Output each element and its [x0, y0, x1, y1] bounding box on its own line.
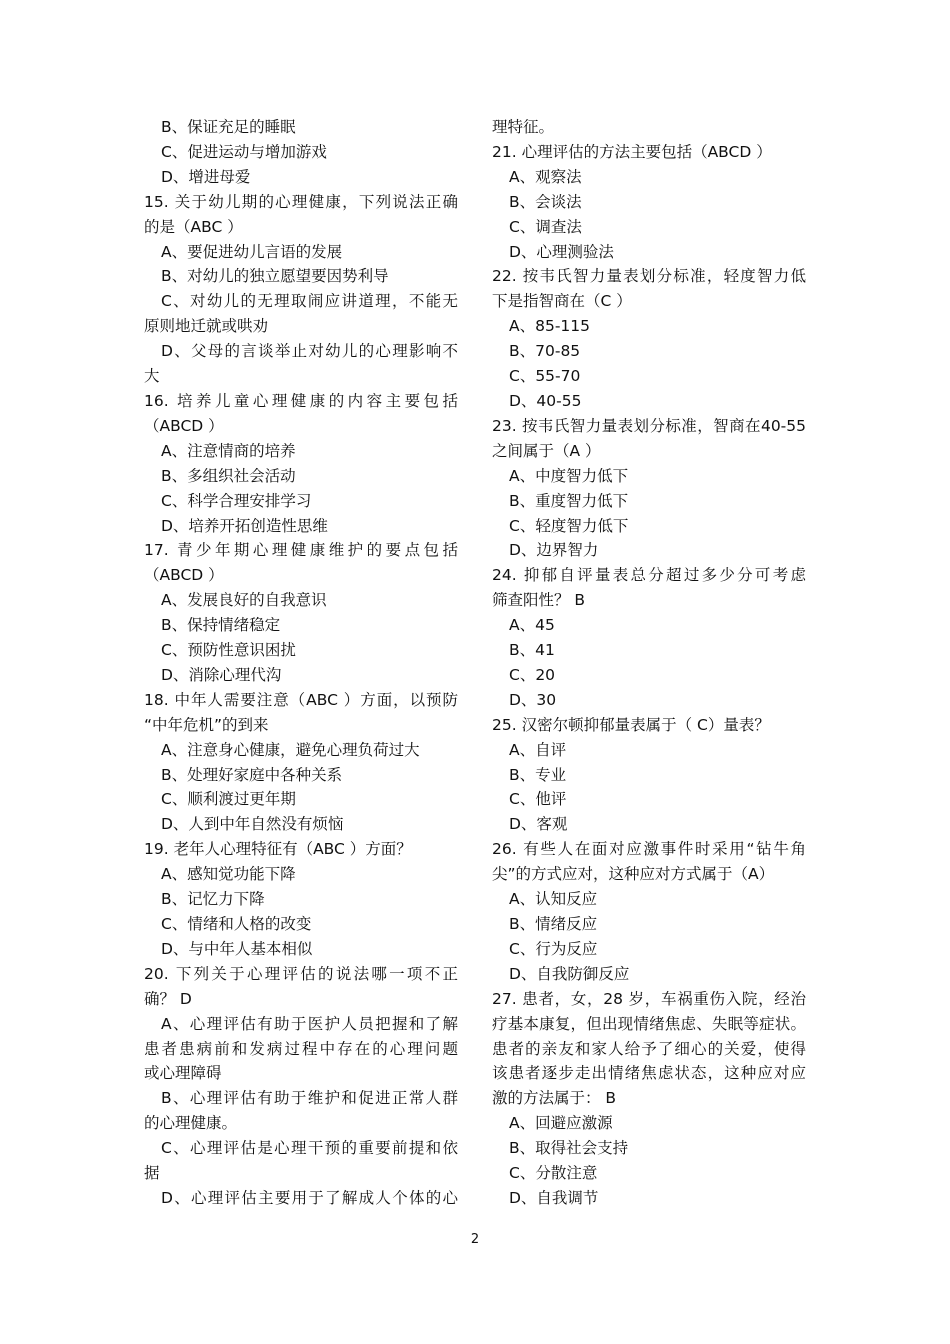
- question-text-line: 26. 有些人在面对应激事件时采用“钻牛角: [492, 840, 806, 859]
- answer-option-line: C、预防性意识困扰: [161, 641, 296, 660]
- question-text-line: 之间属于（A ）: [492, 441, 601, 460]
- answer-option-line: C、情绪和人格的改变: [161, 915, 312, 933]
- question-text-line: 的是（ABC ）: [144, 217, 243, 236]
- question-text-line: 原则地迁就或哄劝: [144, 317, 269, 336]
- question-text-line: 25. 汉密尔顿抑郁量表属于（ C）量表？: [492, 715, 770, 734]
- answer-option-line: A、发展良好的自我意识: [161, 591, 327, 610]
- question-text-line: 16. 培养儿童心理健康的内容主要包括: [144, 391, 458, 410]
- question-text-line: 27. 患者，女，28 岁，车祸重伤入院，经治: [492, 989, 806, 1008]
- answer-option-line: A、45: [509, 616, 555, 635]
- answer-option-line: C、55-70: [509, 367, 581, 386]
- question-text-line: 24. 抑郁自评量表总分超过多少分可考虑: [492, 566, 806, 585]
- question-text-line: 患者的亲友和家人给予了细心的关爱，使得: [492, 1039, 806, 1058]
- answer-option-line: B、保证充足的睡眠: [161, 118, 296, 136]
- answer-option-line: D、30: [509, 690, 557, 709]
- question-text-line: 18. 中年人需要注意（ABC ）方面，以预防: [144, 690, 458, 709]
- answer-option-line: B、记忆力下降: [161, 890, 265, 909]
- question-text-line: 筛查阳性？ B: [492, 591, 586, 610]
- right-column: [492, 115, 806, 1211]
- page-number: 2: [470, 1232, 480, 1247]
- answer-option-line: B、取得社会支持: [509, 1139, 629, 1158]
- question-text-line: 尖”的方式应对，这种应对方式属于（A）: [492, 865, 775, 884]
- answer-option-line: C、20: [509, 665, 556, 684]
- answer-option-line: A、观察法: [509, 167, 582, 186]
- answer-option-line: A、85-115: [509, 317, 591, 336]
- question-text-line: 据: [144, 1164, 160, 1183]
- left-column: [144, 115, 458, 1211]
- question-text-line: “中年危机”的到来: [144, 715, 269, 734]
- answer-option-line: A、自评: [509, 740, 567, 759]
- question-text-line: 15. 关于幼儿期的心理健康，下列说法正确: [144, 192, 458, 211]
- question-text-line: 下是指智商在（C ）: [492, 292, 632, 311]
- answer-option-line: B、专业: [509, 765, 567, 784]
- answer-option-line: B、对幼儿的独立愿望要因势利导: [161, 267, 389, 286]
- answer-option-line: D、心理测验法: [509, 242, 614, 261]
- question-text-line: （ABCD ）: [144, 416, 224, 435]
- answer-option-line: D、自我防御反应: [509, 964, 630, 983]
- question-text-line: 理特征。: [492, 118, 555, 136]
- answer-option-line: A、回避应激源: [509, 1114, 613, 1133]
- answer-option-line: D、父母的言谈举止对幼儿的心理影响不: [161, 342, 458, 361]
- question-text-line: 20. 下列关于心理评估的说法哪一项不正: [144, 964, 458, 983]
- answer-option-line: D、消除心理代沟: [161, 665, 282, 684]
- answer-option-line: A、认知反应: [509, 890, 598, 909]
- answer-option-line: B、重度智力低下: [509, 491, 629, 510]
- answer-option-line: B、保持情绪稳定: [161, 616, 281, 635]
- answer-option-line: C、促进运动与增加游戏: [161, 142, 327, 161]
- question-text-line: 激的方法属于： B: [492, 1089, 617, 1108]
- answer-option-line: C、分散注意: [509, 1164, 598, 1183]
- question-text-line: 22. 按韦氏智力量表划分标准，轻度智力低: [492, 267, 806, 286]
- answer-option-line: D、边界智力: [509, 541, 599, 560]
- question-text-line: 23. 按韦氏智力量表划分标准，智商在40-55: [492, 416, 806, 435]
- answer-option-line: C、顺利渡过更年期: [161, 790, 296, 809]
- answer-option-line: A、中度智力低下: [509, 466, 629, 485]
- answer-option-line: B、处理好家庭中各种关系: [161, 765, 343, 784]
- answer-option-line: D、40-55: [509, 391, 582, 410]
- question-text-line: 患者患病前和发病过程中存在的心理问题: [144, 1039, 458, 1058]
- answer-option-line: B、70-85: [509, 342, 581, 361]
- answer-option-line: C、调查法: [509, 217, 582, 236]
- question-text-line: 21. 心理评估的方法主要包括（ABCD ）: [492, 142, 772, 161]
- answer-option-line: B、情绪反应: [509, 915, 598, 933]
- answer-option-line: B、41: [509, 641, 555, 660]
- answer-option-line: A、注意身心健康，避免心理负荷过大: [161, 740, 420, 759]
- question-text-line: 疗基本康复，但出现情绪焦虑、失眠等症状。: [492, 1014, 806, 1033]
- answer-option-line: D、培养开拓创造性思维: [161, 516, 328, 535]
- answer-option-line: C、科学合理安排学习: [161, 491, 312, 510]
- answer-option-line: B、会谈法: [509, 192, 582, 211]
- question-text-line: 的心理健康。: [144, 1114, 238, 1133]
- answer-option-line: A、感知觉功能下降: [161, 865, 296, 884]
- answer-option-line: D、心理评估主要用于了解成人个体的心: [161, 1188, 458, 1207]
- answer-option-line: C、心理评估是心理干预的重要前提和依: [161, 1139, 458, 1158]
- question-text-line: 或心理障碍: [144, 1064, 222, 1083]
- answer-option-line: C、他评: [509, 790, 567, 809]
- answer-option-line: D、与中年人基本相似: [161, 939, 313, 958]
- question-text-line: 19. 老年人心理特征有（ABC ）方面？: [144, 840, 412, 859]
- answer-option-line: A、心理评估有助于医护人员把握和了解: [161, 1014, 458, 1033]
- answer-option-line: D、人到中年自然没有烦恼: [161, 815, 344, 834]
- question-text-line: 17. 青少年期心理健康维护的要点包括: [144, 541, 458, 560]
- question-text-line: 大: [144, 367, 160, 386]
- question-text-line: 该患者逐步走出情绪焦虑状态，这种应对应: [492, 1064, 806, 1083]
- question-text-line: （ABCD ）: [144, 566, 224, 585]
- answer-option-line: A、注意情商的培养: [161, 441, 296, 460]
- answer-option-line: C、行为反应: [509, 939, 598, 958]
- answer-option-line: C、对幼儿的无理取闹应讲道理，不能无: [161, 292, 458, 311]
- answer-option-line: D、增进母爱: [161, 167, 251, 186]
- answer-option-line: D、自我调节: [509, 1188, 599, 1207]
- answer-option-line: B、心理评估有助于维护和促进正常人群: [161, 1089, 458, 1108]
- answer-option-line: B、多组织社会活动: [161, 466, 296, 485]
- answer-option-line: D、客观: [509, 815, 568, 834]
- answer-option-line: C、轻度智力低下: [509, 516, 629, 535]
- answer-option-line: A、要促进幼儿言语的发展: [161, 242, 343, 261]
- question-text-line: 确？ D: [144, 989, 192, 1008]
